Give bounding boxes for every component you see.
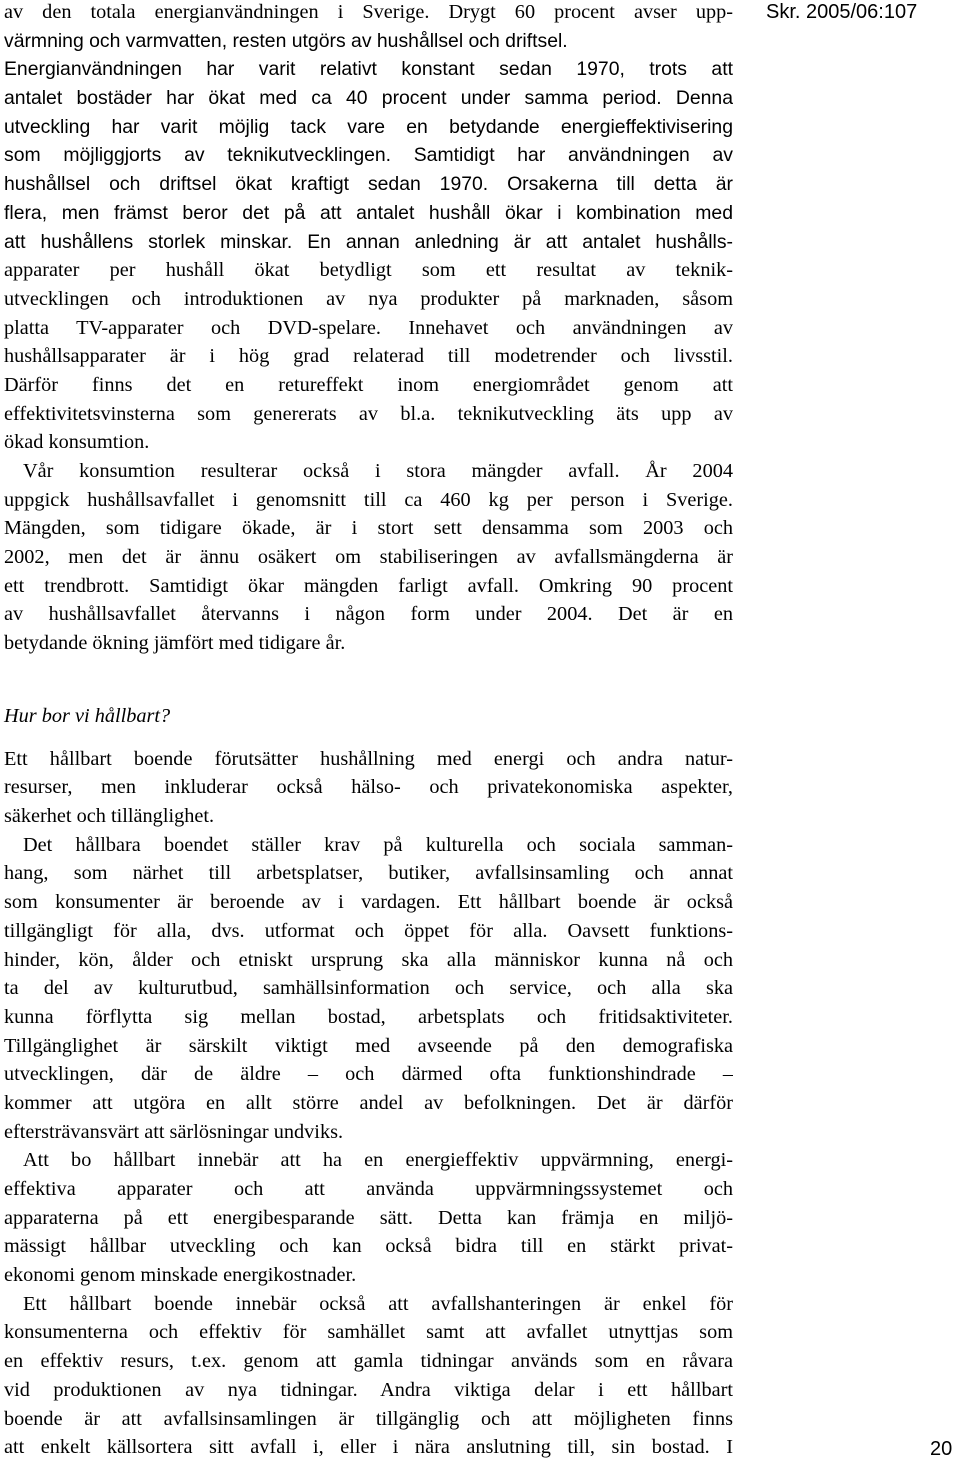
text-line: apparaterna på ett energibesparande sätt. Detta kan främja en miljö- — [4, 1206, 733, 1229]
text-line: betydande ökning jämfört med tidigare år. — [4, 632, 346, 655]
text-line: konsumenterna och effektiv för samhället samt att avfallet utnyttjas som — [4, 1321, 733, 1344]
text-line: vid produktionen av nya tidningar. Andra viktiga delar i ett hållbart — [4, 1378, 733, 1401]
text-line: Mängden, som tidigare ökade, är i stort sett densamma som 2003 och — [4, 517, 733, 540]
text-line: Energianvändningen har varit relativt konstant sedan 1970, trots att — [4, 58, 733, 81]
text-line: utveckling har varit möjlig tack vare en betydande energieffektivisering — [4, 115, 733, 138]
text-line: Det hållbara boendet ställer krav på kulturella och sociala samman- — [23, 833, 733, 856]
text-line: värmning och varmvatten, resten utgörs av hushållsel och driftsel. — [4, 29, 568, 52]
text-line: mässigt hållbar utveckling och kan också bidra till en stärkt privat- — [4, 1235, 733, 1258]
text-line: apparater per hushåll ökat betydligt som ett resultat av teknik- — [4, 259, 733, 282]
text-line: kommer att utgöra en allt större andel av befolkningen. Det är därför — [4, 1091, 733, 1114]
document-id: Skr. 2005/06:107 — [766, 1, 918, 23]
text-line: antalet bostäder har ökat med ca 40 procent under samma period. Denna — [4, 87, 733, 110]
text-line: utvecklingen och introduktionen av nya produkter på marknaden, såsom — [4, 287, 733, 310]
section-heading: Hur bor vi hållbart? — [4, 705, 171, 727]
text-line: Att bo hållbart innebär att ha en energieffektiv uppvärmning, energi- — [23, 1149, 733, 1172]
text-line: tillgängligt för alla, dvs. utformat och öppet för alla. Oavsett funktions- — [4, 919, 733, 942]
text-line: en effektiv resurs, t.ex. genom att gamla tidningar används som en råvara — [4, 1350, 733, 1373]
text-line: av hushållsavfallet återvanns i någon form under 2004. Det är en — [4, 603, 733, 626]
text-line: hang, som närhet till arbetsplatser, butiker, avfallsinsamling och annat — [4, 862, 733, 885]
text-line: ökad konsumtion. — [4, 431, 150, 454]
text-line: hushållsel och driftsel ökat kraftigt sedan 1970. Orsakerna till detta är — [4, 173, 733, 196]
text-line: Tillgänglighet är särskilt viktigt med avseende på den demografiska — [4, 1034, 733, 1057]
body-text-top — [4, 0, 733, 658]
text-line: platta TV-apparater och DVD-spelare. Innehavet och användningen av — [4, 316, 733, 339]
text-line: ett trendbrott. Samtidigt ökar mängden farligt avfall. Omkring 90 procent — [4, 574, 733, 597]
text-line: effektivitetsvinsterna som genererats av bl.a. teknikutveckling äts upp av — [4, 402, 733, 425]
text-line: Ett hållbart boende förutsätter hushållning med energi och andra natur- — [4, 747, 733, 770]
text-line: Därför finns det en retureffekt inom energiområdet genom att — [4, 373, 733, 396]
text-line: ekonomi genom minskade energikostnader. — [4, 1264, 357, 1287]
text-line: kunna förflytta sig mellan bostad, arbetsplats och fritidsaktiviteter. — [4, 1005, 733, 1028]
text-line: Ett hållbart boende innebär också att avfallshanteringen är enkel för — [23, 1292, 733, 1315]
text-line: utvecklingen, där de äldre – och därmed ofta funktionshindrade – — [4, 1063, 733, 1086]
text-line: som möjliggjorts av teknikutvecklingen. Samtidigt har användningen av — [4, 144, 733, 167]
text-line: att enkelt källsortera sitt avfall i, eller i nära anslutning till, sin bostad. I — [4, 1436, 733, 1459]
body-text-section — [4, 702, 733, 1462]
text-line: uppgick hushållsavfallet i genomsnitt till ca 460 kg per person i Sverige. — [4, 488, 733, 511]
text-line: Vår konsumtion resulterar också i stora mängder avfall. År 2004 — [23, 460, 733, 482]
text-line: säkerhet och tillänglighet. — [4, 805, 215, 828]
text-line: resurser, men inkluderar också hälso- och privatekonomiska aspekter, — [4, 776, 733, 799]
text-line: hinder, kön, ålder och etniskt ursprung ska alla människor kunna nå och — [4, 948, 733, 971]
text-line: effektiva apparater och att använda uppvärmningssystemet och — [4, 1178, 733, 1200]
text-line: att hushållens storlek minskar. En annan anledning är att antalet hushålls- — [4, 230, 733, 253]
text-line: av den totala energianvändningen i Sverige. Drygt 60 procent avser upp- — [4, 1, 733, 23]
text-line: eftersträvansvärt att särlösningar undviks. — [4, 1120, 344, 1143]
text-line: boende är att avfallsinsamlingen är tillgänglig och att möjligheten finns — [4, 1407, 733, 1430]
text-line: ta del av kulturutbud, samhällsinformation och service, och alla ska — [4, 977, 733, 1000]
page-number: 20 — [930, 1438, 953, 1460]
text-line: hushållsapparater är i hög grad relaterad till modetrender och livsstil. — [4, 345, 733, 368]
text-line: flera, men främst beror det på att antalet hushåll ökar i kombination med — [4, 201, 733, 224]
text-line: som konsumenter är beroende av i vardagen. Ett hållbart boende är också — [4, 891, 733, 914]
text-line: 2002, men det är ännu osäkert om stabiliseringen av avfallsmängderna är — [4, 546, 733, 569]
